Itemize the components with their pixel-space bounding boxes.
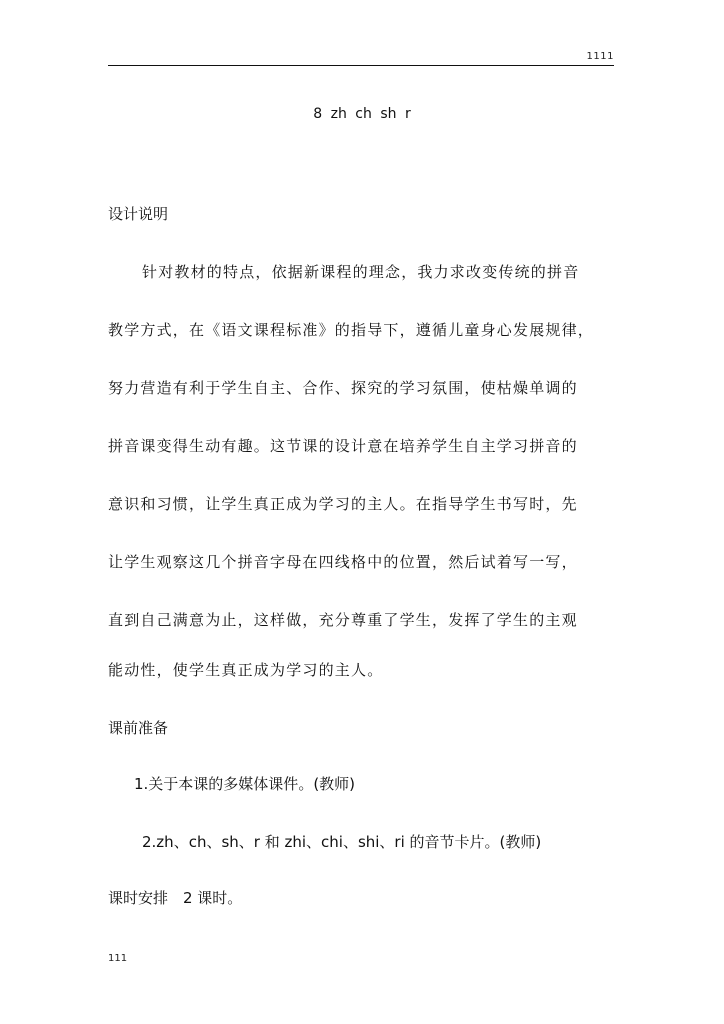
design-line-3: 努力营造有利于学生自主、合作、探究的学习氛围，使枯燥单调的 — [108, 379, 578, 397]
design-line-7: 直到自己满意为止，这样做，充分尊重了学生，发挥了学生的主观 — [108, 611, 578, 629]
prep-heading: 课前准备 — [108, 719, 169, 737]
footer-page-number: 111 — [108, 953, 128, 964]
design-line-4: 拼音课变得生动有趣。这节课的设计意在培养学生自主学习拼音的 — [108, 437, 578, 455]
design-line-8: 能动性，使学生真正成为学习的主人。 — [108, 661, 384, 679]
design-line-2: 教学方式，在《语文课程标准》的指导下，遵循儿童身心发展规律， — [108, 321, 595, 339]
design-line-5: 意识和习惯，让学生真正成为学习的主人。在指导学生书写时，先 — [108, 495, 578, 513]
prep-item-2: 2.zh、ch、sh、r 和 zhi、chi、shi、ri 的音节卡片。(教师) — [142, 833, 542, 851]
prep-item-1: 1.关于本课的多媒体课件。(教师) — [134, 775, 356, 793]
schedule-line: 课时安排 2 课时。 — [108, 889, 243, 907]
design-heading: 设计说明 — [108, 205, 169, 223]
design-line-1: 针对教材的特点，依据新课程的理念，我力求改变传统的拼音 — [142, 263, 580, 281]
lesson-title: 8 zh ch sh r — [313, 106, 411, 122]
header-divider — [108, 65, 614, 66]
design-line-6: 让学生观察这几个拼音字母在四线格中的位置，然后试着写一写， — [108, 553, 578, 571]
header-page-number: 1111 — [586, 51, 614, 62]
